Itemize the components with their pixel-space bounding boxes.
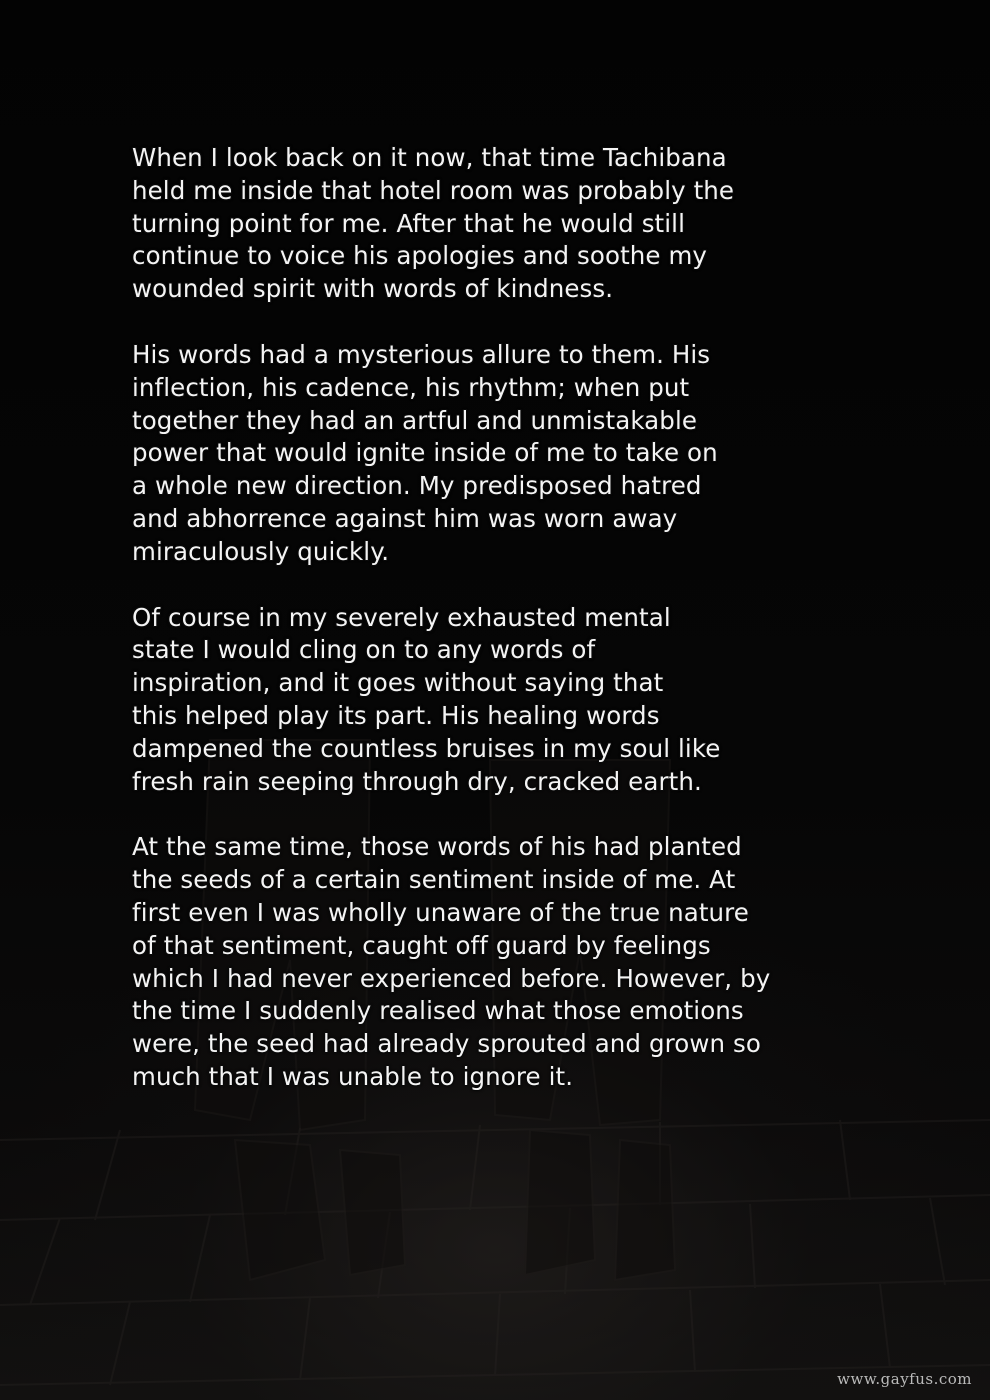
text-line: together they had an artful and unmistakable	[132, 405, 698, 435]
text-line: inflection, his cadence, his rhythm; when put	[132, 372, 690, 402]
text-line: His words had a mysterious allure to them. His	[132, 339, 711, 369]
watermark: www.gayfus.com	[837, 1370, 972, 1388]
paragraph-3	[132, 602, 872, 799]
narration-text	[132, 142, 872, 1127]
text-line: miraculously quickly.	[132, 536, 390, 566]
text-line: wounded spirit with words of kindness.	[132, 274, 614, 304]
text-line: and abhorrence against him was worn away	[132, 503, 678, 533]
text-line: turning point for me. After that he would still	[132, 208, 685, 238]
text-line: At the same time, those words of his had planted	[132, 832, 742, 862]
text-line: Of course in my severely exhausted mental	[132, 602, 671, 632]
paragraph-4	[132, 831, 872, 1093]
text-line: a whole new direction. My predisposed hatred	[132, 471, 702, 501]
text-line: power that would ignite inside of me to take on	[132, 438, 718, 468]
text-line: continue to voice his apologies and soothe my	[132, 241, 708, 271]
text-line: were, the seed had already sprouted and grown so	[132, 1029, 761, 1059]
paragraph-2	[132, 339, 872, 569]
text-line: the seeds of a certain sentiment inside of me. At	[132, 865, 736, 895]
text-line: state I would cling on to any words of	[132, 635, 596, 665]
text-line: dampened the countless bruises in my soul like	[132, 733, 721, 763]
text-line: this helped play its part. His healing words	[132, 700, 660, 730]
text-line: much that I was unable to ignore it.	[132, 1061, 574, 1091]
text-line: fresh rain seeping through dry, cracked earth.	[132, 766, 702, 796]
text-line: of that sentiment, caught off guard by feelings	[132, 930, 711, 960]
text-line: held me inside that hotel room was probably the	[132, 175, 735, 205]
text-line: the time I suddenly realised what those emotions	[132, 996, 744, 1026]
text-line: first even I was wholly unaware of the true nature	[132, 897, 749, 927]
text-line: When I look back on it now, that time Tachibana	[132, 143, 727, 172]
paragraph-1	[132, 142, 872, 306]
text-line: which I had never experienced before. However, by	[132, 963, 771, 993]
text-line: inspiration, and it goes without saying that	[132, 668, 664, 698]
